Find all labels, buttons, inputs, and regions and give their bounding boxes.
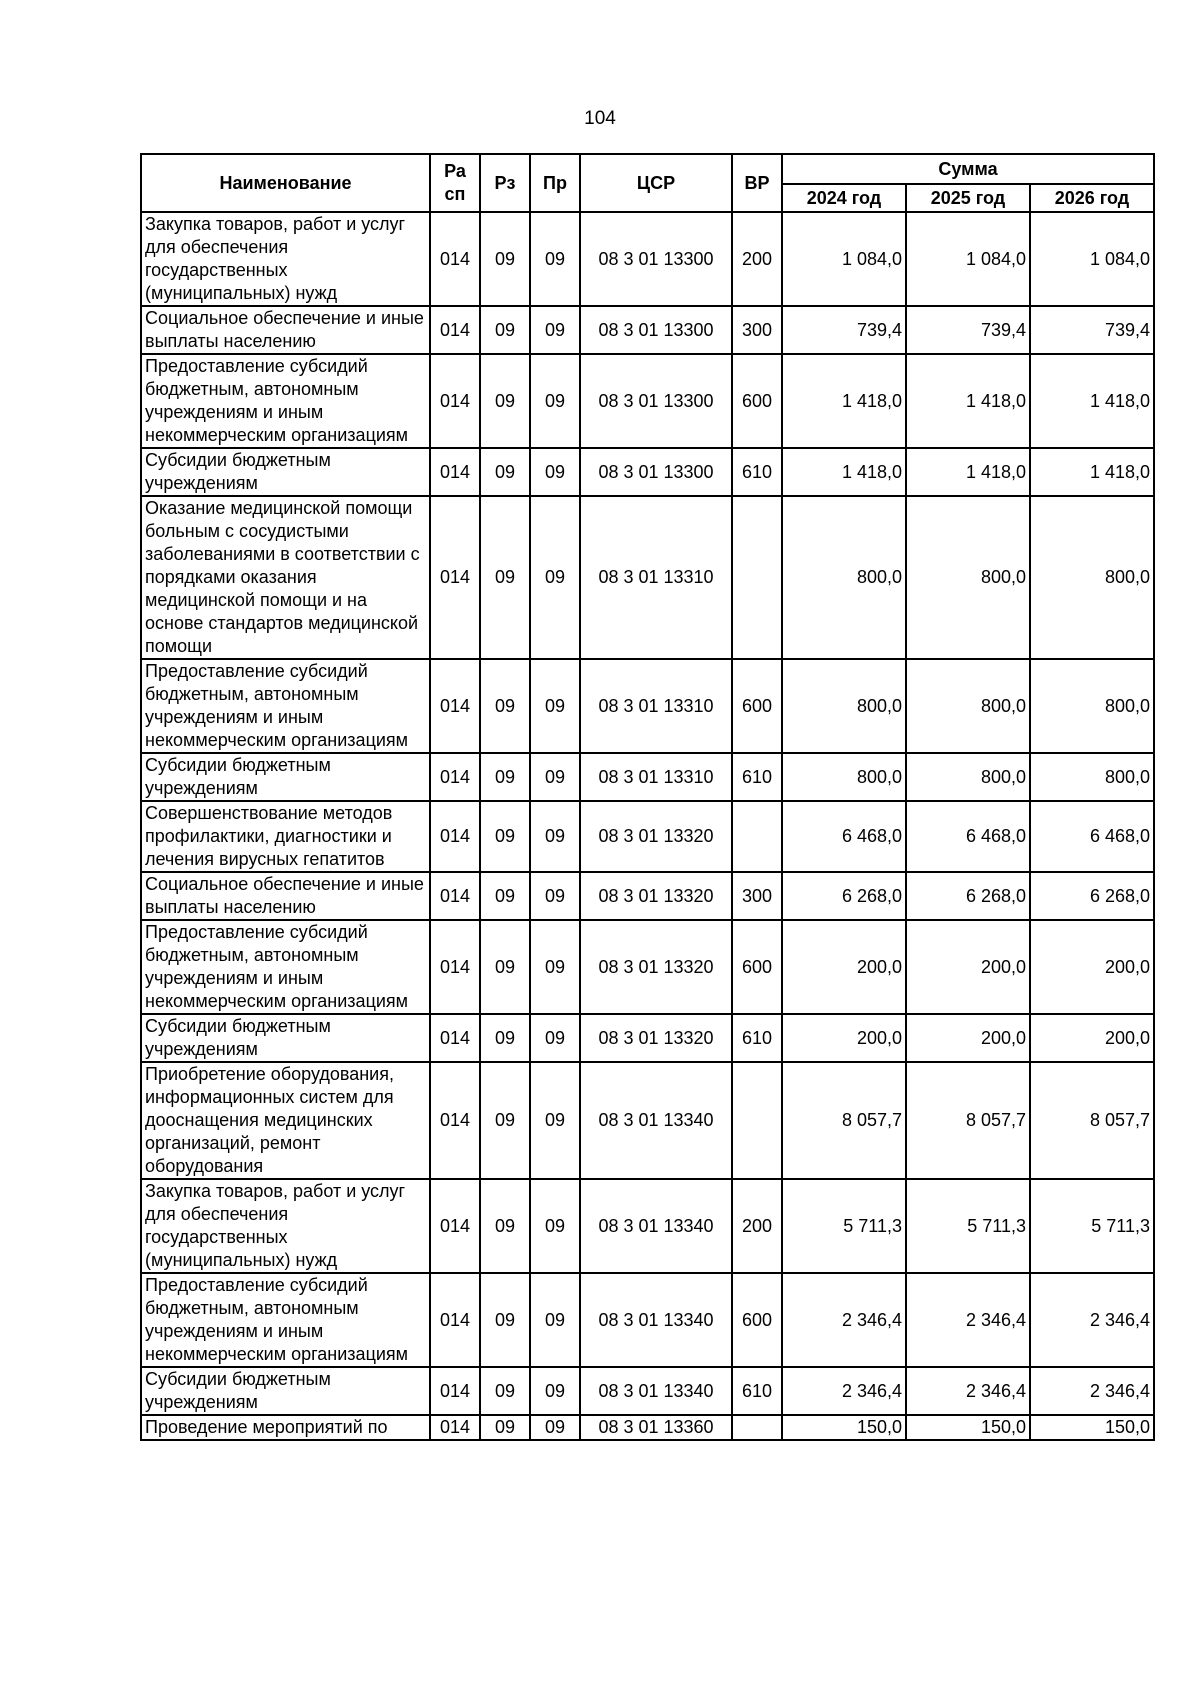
header-vr: ВР xyxy=(732,154,782,212)
row-pr-cell: 09 xyxy=(530,659,580,753)
row-amount-2025: 1 418,0 xyxy=(906,448,1030,496)
row-name-cell: Приобретение оборудования, информационных систем для дооснащения медицинских организаций, ремонт оборудования xyxy=(141,1062,430,1179)
row-vr-cell: 300 xyxy=(732,306,782,354)
table-row xyxy=(141,801,1154,872)
row-pr-cell: 09 xyxy=(530,753,580,801)
row-csr-cell: 08 3 01 13320 xyxy=(580,1014,732,1062)
table-row xyxy=(141,872,1154,920)
row-pr-cell: 09 xyxy=(530,448,580,496)
row-rasp-cell: 014 xyxy=(430,496,480,659)
row-rz-cell: 09 xyxy=(480,1273,530,1367)
row-rasp-cell: 014 xyxy=(430,1014,480,1062)
row-pr-cell: 09 xyxy=(530,872,580,920)
row-amount-2024: 1 084,0 xyxy=(782,212,906,306)
row-amount-2025: 6 468,0 xyxy=(906,801,1030,872)
row-vr-cell: 600 xyxy=(732,659,782,753)
row-amount-2025: 200,0 xyxy=(906,1014,1030,1062)
row-amount-2024: 1 418,0 xyxy=(782,354,906,448)
row-rz-cell: 09 xyxy=(480,659,530,753)
row-rz-cell: 09 xyxy=(480,354,530,448)
row-rasp-cell: 014 xyxy=(430,1062,480,1179)
row-amount-2025: 6 268,0 xyxy=(906,872,1030,920)
header-name: Наименование xyxy=(141,154,430,212)
row-amount-2025: 8 057,7 xyxy=(906,1062,1030,1179)
row-name-cell: Субсидии бюджетным учреждениям xyxy=(141,448,430,496)
row-name-cell: Субсидии бюджетным учреждениям xyxy=(141,753,430,801)
table-row xyxy=(141,1415,1154,1440)
row-rz-cell: 09 xyxy=(480,212,530,306)
table-row xyxy=(141,659,1154,753)
row-rz-cell: 09 xyxy=(480,920,530,1014)
row-rz-cell: 09 xyxy=(480,1179,530,1273)
row-rz-cell: 09 xyxy=(480,448,530,496)
table-body xyxy=(141,212,1154,1440)
row-name-cell: Закупка товаров, работ и услуг для обеспечения государственных (муниципальных) нужд xyxy=(141,212,430,306)
row-name-cell: Субсидии бюджетным учреждениям xyxy=(141,1014,430,1062)
row-name-cell: Предоставление субсидий бюджетным, автономным учреждениям и иным некоммерческим организациям xyxy=(141,920,430,1014)
row-csr-cell: 08 3 01 13310 xyxy=(580,659,732,753)
row-amount-2025: 1 084,0 xyxy=(906,212,1030,306)
row-amount-2024: 200,0 xyxy=(782,1014,906,1062)
row-pr-cell: 09 xyxy=(530,1062,580,1179)
row-amount-2024: 739,4 xyxy=(782,306,906,354)
row-amount-2024: 8 057,7 xyxy=(782,1062,906,1179)
row-rasp-cell: 014 xyxy=(430,1367,480,1415)
row-amount-2024: 1 418,0 xyxy=(782,448,906,496)
row-pr-cell: 09 xyxy=(530,354,580,448)
table-row xyxy=(141,1367,1154,1415)
table-row xyxy=(141,496,1154,659)
page-number: 104 xyxy=(584,108,616,129)
row-amount-2026: 800,0 xyxy=(1030,496,1154,659)
row-csr-cell: 08 3 01 13340 xyxy=(580,1062,732,1179)
row-rasp-cell: 014 xyxy=(430,1179,480,1273)
row-amount-2025: 739,4 xyxy=(906,306,1030,354)
header-year-2024: 2024 год xyxy=(782,184,906,212)
row-rz-cell: 09 xyxy=(480,872,530,920)
row-rasp-cell: 014 xyxy=(430,659,480,753)
row-rz-cell: 09 xyxy=(480,801,530,872)
table-row xyxy=(141,212,1154,306)
row-name-cell: Закупка товаров, работ и услуг для обеспечения государственных (муниципальных) нужд xyxy=(141,1179,430,1273)
row-amount-2026: 800,0 xyxy=(1030,753,1154,801)
table-row xyxy=(141,920,1154,1014)
table-row xyxy=(141,1014,1154,1062)
row-amount-2026: 200,0 xyxy=(1030,1014,1154,1062)
row-rz-cell: 09 xyxy=(480,1415,530,1440)
budget-table xyxy=(140,153,1155,1441)
row-name-cell: Совершенствование методов профилактики, диагностики и лечения вирусных гепатитов xyxy=(141,801,430,872)
row-name-cell: Субсидии бюджетным учреждениям xyxy=(141,1367,430,1415)
table-row xyxy=(141,306,1154,354)
row-amount-2024: 800,0 xyxy=(782,753,906,801)
row-pr-cell: 09 xyxy=(530,306,580,354)
row-vr-cell: 300 xyxy=(732,872,782,920)
row-vr-cell: 610 xyxy=(732,1014,782,1062)
header-sum: Сумма xyxy=(782,154,1154,184)
row-rz-cell: 09 xyxy=(480,753,530,801)
row-amount-2025: 2 346,4 xyxy=(906,1367,1030,1415)
row-amount-2026: 800,0 xyxy=(1030,659,1154,753)
row-amount-2025: 800,0 xyxy=(906,659,1030,753)
row-amount-2026: 8 057,7 xyxy=(1030,1062,1154,1179)
row-pr-cell: 09 xyxy=(530,1415,580,1440)
row-rasp-cell: 014 xyxy=(430,1273,480,1367)
row-pr-cell: 09 xyxy=(530,920,580,1014)
row-vr-cell: 200 xyxy=(732,1179,782,1273)
row-rasp-cell: 014 xyxy=(430,212,480,306)
row-csr-cell: 08 3 01 13300 xyxy=(580,212,732,306)
row-rasp-cell: 014 xyxy=(430,920,480,1014)
row-csr-cell: 08 3 01 13320 xyxy=(580,801,732,872)
row-amount-2024: 6 468,0 xyxy=(782,801,906,872)
row-amount-2026: 5 711,3 xyxy=(1030,1179,1154,1273)
row-amount-2025: 150,0 xyxy=(906,1415,1030,1440)
row-amount-2025: 5 711,3 xyxy=(906,1179,1030,1273)
row-rz-cell: 09 xyxy=(480,306,530,354)
row-csr-cell: 08 3 01 13300 xyxy=(580,448,732,496)
row-amount-2026: 6 468,0 xyxy=(1030,801,1154,872)
header-year-2026: 2026 год xyxy=(1030,184,1154,212)
row-name-cell: Предоставление субсидий бюджетным, автономным учреждениям и иным некоммерческим организациям xyxy=(141,354,430,448)
row-amount-2025: 200,0 xyxy=(906,920,1030,1014)
row-csr-cell: 08 3 01 13320 xyxy=(580,920,732,1014)
row-csr-cell: 08 3 01 13320 xyxy=(580,872,732,920)
header-rasp: Ра сп xyxy=(430,154,480,212)
table-row xyxy=(141,354,1154,448)
row-vr-cell: 200 xyxy=(732,212,782,306)
row-amount-2026: 6 268,0 xyxy=(1030,872,1154,920)
row-amount-2024: 200,0 xyxy=(782,920,906,1014)
row-csr-cell: 08 3 01 13300 xyxy=(580,306,732,354)
row-amount-2024: 800,0 xyxy=(782,496,906,659)
row-vr-cell xyxy=(732,1415,782,1440)
row-csr-cell: 08 3 01 13360 xyxy=(580,1415,732,1440)
row-csr-cell: 08 3 01 13310 xyxy=(580,496,732,659)
row-name-cell: Предоставление субсидий бюджетным, автономным учреждениям и иным некоммерческим организациям xyxy=(141,1273,430,1367)
row-csr-cell: 08 3 01 13340 xyxy=(580,1367,732,1415)
row-amount-2026: 1 084,0 xyxy=(1030,212,1154,306)
row-rasp-cell: 014 xyxy=(430,1415,480,1440)
row-rasp-cell: 014 xyxy=(430,872,480,920)
row-rasp-cell: 014 xyxy=(430,354,480,448)
row-vr-cell: 610 xyxy=(732,1367,782,1415)
row-pr-cell: 09 xyxy=(530,496,580,659)
row-vr-cell: 600 xyxy=(732,920,782,1014)
header-csr: ЦСР xyxy=(580,154,732,212)
row-amount-2025: 1 418,0 xyxy=(906,354,1030,448)
row-name-cell: Социальное обеспечение и иные выплаты населению xyxy=(141,306,430,354)
header-year-2025: 2025 год xyxy=(906,184,1030,212)
row-pr-cell: 09 xyxy=(530,1367,580,1415)
table-row xyxy=(141,1179,1154,1273)
row-amount-2024: 2 346,4 xyxy=(782,1273,906,1367)
row-pr-cell: 09 xyxy=(530,212,580,306)
row-amount-2026: 150,0 xyxy=(1030,1415,1154,1440)
row-amount-2026: 739,4 xyxy=(1030,306,1154,354)
row-pr-cell: 09 xyxy=(530,1014,580,1062)
row-amount-2024: 150,0 xyxy=(782,1415,906,1440)
row-amount-2026: 200,0 xyxy=(1030,920,1154,1014)
row-name-cell: Социальное обеспечение и иные выплаты населению xyxy=(141,872,430,920)
row-amount-2024: 5 711,3 xyxy=(782,1179,906,1273)
row-vr-cell: 600 xyxy=(732,354,782,448)
row-rasp-cell: 014 xyxy=(430,801,480,872)
row-vr-cell xyxy=(732,496,782,659)
row-amount-2024: 800,0 xyxy=(782,659,906,753)
row-amount-2025: 2 346,4 xyxy=(906,1273,1030,1367)
table-row xyxy=(141,753,1154,801)
row-pr-cell: 09 xyxy=(530,1273,580,1367)
row-amount-2025: 800,0 xyxy=(906,753,1030,801)
row-vr-cell xyxy=(732,1062,782,1179)
row-rasp-cell: 014 xyxy=(430,306,480,354)
header-pr: Пр xyxy=(530,154,580,212)
row-rasp-cell: 014 xyxy=(430,448,480,496)
row-name-cell: Проведение мероприятий по xyxy=(141,1415,430,1440)
row-amount-2024: 6 268,0 xyxy=(782,872,906,920)
row-vr-cell xyxy=(732,801,782,872)
row-csr-cell: 08 3 01 13300 xyxy=(580,354,732,448)
row-rz-cell: 09 xyxy=(480,1062,530,1179)
row-amount-2025: 800,0 xyxy=(906,496,1030,659)
row-amount-2026: 1 418,0 xyxy=(1030,354,1154,448)
row-rasp-cell: 014 xyxy=(430,753,480,801)
row-rz-cell: 09 xyxy=(480,1014,530,1062)
row-csr-cell: 08 3 01 13340 xyxy=(580,1273,732,1367)
row-name-cell: Оказание медицинской помощи больным с сосудистыми заболеваниями в соответствии с порядками оказания медицинской помощи и на основе стандартов медицинской помощи xyxy=(141,496,430,659)
row-rz-cell: 09 xyxy=(480,1367,530,1415)
row-name-cell: Предоставление субсидий бюджетным, автономным учреждениям и иным некоммерческим организациям xyxy=(141,659,430,753)
row-vr-cell: 610 xyxy=(732,448,782,496)
row-pr-cell: 09 xyxy=(530,801,580,872)
table-row xyxy=(141,1273,1154,1367)
table-row xyxy=(141,448,1154,496)
table-header xyxy=(141,154,1154,212)
row-vr-cell: 610 xyxy=(732,753,782,801)
row-vr-cell: 600 xyxy=(732,1273,782,1367)
row-amount-2026: 2 346,4 xyxy=(1030,1273,1154,1367)
row-csr-cell: 08 3 01 13340 xyxy=(580,1179,732,1273)
row-amount-2024: 2 346,4 xyxy=(782,1367,906,1415)
row-csr-cell: 08 3 01 13310 xyxy=(580,753,732,801)
table-row xyxy=(141,1062,1154,1179)
row-pr-cell: 09 xyxy=(530,1179,580,1273)
row-amount-2026: 2 346,4 xyxy=(1030,1367,1154,1415)
row-rz-cell: 09 xyxy=(480,496,530,659)
row-amount-2026: 1 418,0 xyxy=(1030,448,1154,496)
header-rz: Рз xyxy=(480,154,530,212)
